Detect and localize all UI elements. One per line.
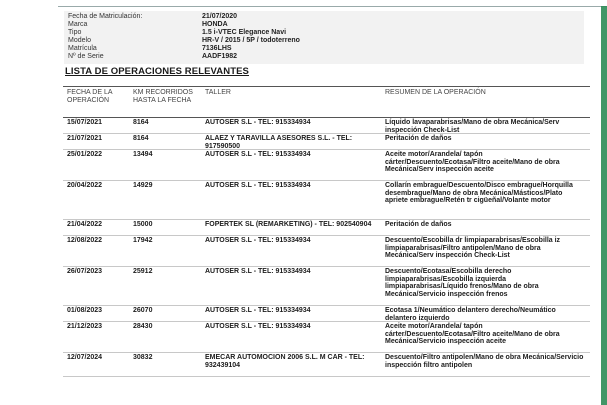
cell-km: 8164 xyxy=(133,119,149,126)
cell-km: 13494 xyxy=(133,151,153,158)
vehicle-value: HR-V / 2015 / 5P / todoterreno xyxy=(202,37,300,44)
table-row xyxy=(63,267,590,306)
cell-date: 20/04/2022 xyxy=(67,182,103,189)
cell-km: 30832 xyxy=(133,354,153,361)
cell-taller: AUTOSER S.L - TEL: 915334934 xyxy=(205,151,311,158)
table-header xyxy=(63,86,590,118)
cell-resumen: Aceite motor/Arandela/ tapón cárter/Descuento/Ecotasa/Filtro aceite/Mano de obra Mecánica/Serv inspección aceite xyxy=(385,151,560,173)
cell-date: 15/07/2021 xyxy=(67,119,103,126)
cell-date: 26/07/2023 xyxy=(67,268,103,275)
vehicle-label: Modelo xyxy=(68,37,91,44)
cell-resumen: Peritación de daños xyxy=(385,221,452,228)
vehicle-value: 21/07/2020 xyxy=(202,13,238,20)
vehicle-value: AADF1982 xyxy=(202,53,238,60)
cell-resumen: Ecotasa 1/Neumático delantero derecho/Neumático delantero izquierdo xyxy=(385,307,556,322)
table-row xyxy=(63,134,590,150)
cell-taller: FOPERTEK SL (REMARKETING) - TEL: 902540904 xyxy=(205,221,372,228)
vehicle-row-registration-date xyxy=(68,13,580,21)
cell-date: 25/01/2022 xyxy=(67,151,103,158)
table-row xyxy=(63,118,590,134)
vehicle-value: 1.5 i-VTEC Elegance Navi xyxy=(202,29,287,36)
header-date: FECHA DE LA OPERACIÓN xyxy=(67,89,113,104)
cell-taller: AUTOSER S.L - TEL: 915334934 xyxy=(205,307,311,314)
table-row xyxy=(63,181,590,220)
vehicle-row-brand xyxy=(68,21,580,29)
vehicle-label: Tipo xyxy=(68,29,82,36)
cell-date: 01/08/2023 xyxy=(67,307,103,314)
vehicle-row-model xyxy=(68,37,580,45)
table-row xyxy=(63,236,590,267)
cell-km: 25912 xyxy=(133,268,153,275)
vehicle-row-type xyxy=(68,29,580,37)
cell-km: 15000 xyxy=(133,221,153,228)
vehicle-value: 7136LHS xyxy=(202,45,232,52)
cell-resumen: Collarín embrague/Descuento/Disco embrague/Horquilla desembrague/Mano de obra Mecánica/Másticos/Plato apriete embrague/Retén tr cigüeñal/Volante motor xyxy=(385,182,573,204)
vehicle-row-serial xyxy=(68,53,580,61)
header-taller: TALLER xyxy=(205,89,231,96)
cell-km: 14929 xyxy=(133,182,153,189)
vehicle-label: Matrícula xyxy=(68,45,97,52)
table-row xyxy=(63,220,590,236)
header-km: KM RECORRIDOS HASTA LA FECHA xyxy=(133,89,193,104)
cell-resumen: Líquido lavaparabrisas/Mano de obra Mecánica/Serv inspección Check-List xyxy=(385,119,560,134)
table-row xyxy=(63,150,590,181)
vehicle-info-panel xyxy=(64,11,584,64)
cell-taller: AUTOSER S.L - TEL: 915334934 xyxy=(205,237,311,244)
cell-resumen: Peritación de daños xyxy=(385,135,452,142)
cell-resumen: Descuento/Ecotasa/Escobilla derecho limpiaparabrisas/Escobilla izquierda limpiaparabrisas/Líquido frenos/Mano de obra Mecánica/Servicio inspección frenos xyxy=(385,268,539,298)
cell-resumen: Aceite motor/Arandela/ tapón cárter/Descuento/Ecotasa/Filtro aceite/Mano de obra Mecánica/Servicio inspección aceite xyxy=(385,323,560,345)
cell-taller: AUTOSER S.L - TEL: 915334934 xyxy=(205,119,311,126)
cell-date: 12/08/2022 xyxy=(67,237,103,244)
cell-km: 8164 xyxy=(133,135,149,142)
cell-resumen: Descuento/Filtro antipolen/Mano de obra Mecánica/Servicio inspección filtro antipolen xyxy=(385,354,584,369)
vehicle-row-plate xyxy=(68,45,580,53)
cell-date: 21/04/2022 xyxy=(67,221,103,228)
header-resumen: RESUMEN DE LA OPERACIÓN xyxy=(385,89,486,96)
cell-resumen: Descuento/Escobilla dr limpiaparabrisas/Escobilla iz limpiaparabrisas/Filtro antipolen/Mano de obra Mecánica/Serv inspección Check-List xyxy=(385,237,561,259)
cell-taller: AUTOSER S.L - TEL: 915334934 xyxy=(205,182,311,189)
table-row xyxy=(63,322,590,353)
cell-date: 12/07/2024 xyxy=(67,354,103,361)
cell-taller: AUTOSER S.L - TEL: 915334934 xyxy=(205,323,311,330)
cell-date: 21/07/2021 xyxy=(67,135,103,142)
operations-table xyxy=(63,86,590,377)
cell-km: 28430 xyxy=(133,323,153,330)
cell-taller: EMECAR AUTOMOCION 2006 S.L. M CAR - TEL: 932439104 xyxy=(205,354,365,369)
top-divider xyxy=(58,6,607,7)
vehicle-label: Fecha de Matriculación: xyxy=(68,13,143,20)
table-row xyxy=(63,353,590,377)
right-accent-bar xyxy=(601,6,607,405)
cell-taller: ALAEZ Y TARAVILLA ASESORES S.L. - TEL: 917590500 xyxy=(205,135,353,150)
table-row xyxy=(63,306,590,322)
cell-km: 17942 xyxy=(133,237,153,244)
vehicle-label: Marca xyxy=(68,21,88,28)
vehicle-label: Nº de Serie xyxy=(68,53,104,60)
vehicle-value: HONDA xyxy=(202,21,228,28)
cell-date: 21/12/2023 xyxy=(67,323,103,330)
cell-taller: AUTOSER S.L - TEL: 915334934 xyxy=(205,268,311,275)
cell-km: 26070 xyxy=(133,307,153,314)
operations-title: LISTA DE OPERACIONES RELEVANTES xyxy=(65,66,249,77)
